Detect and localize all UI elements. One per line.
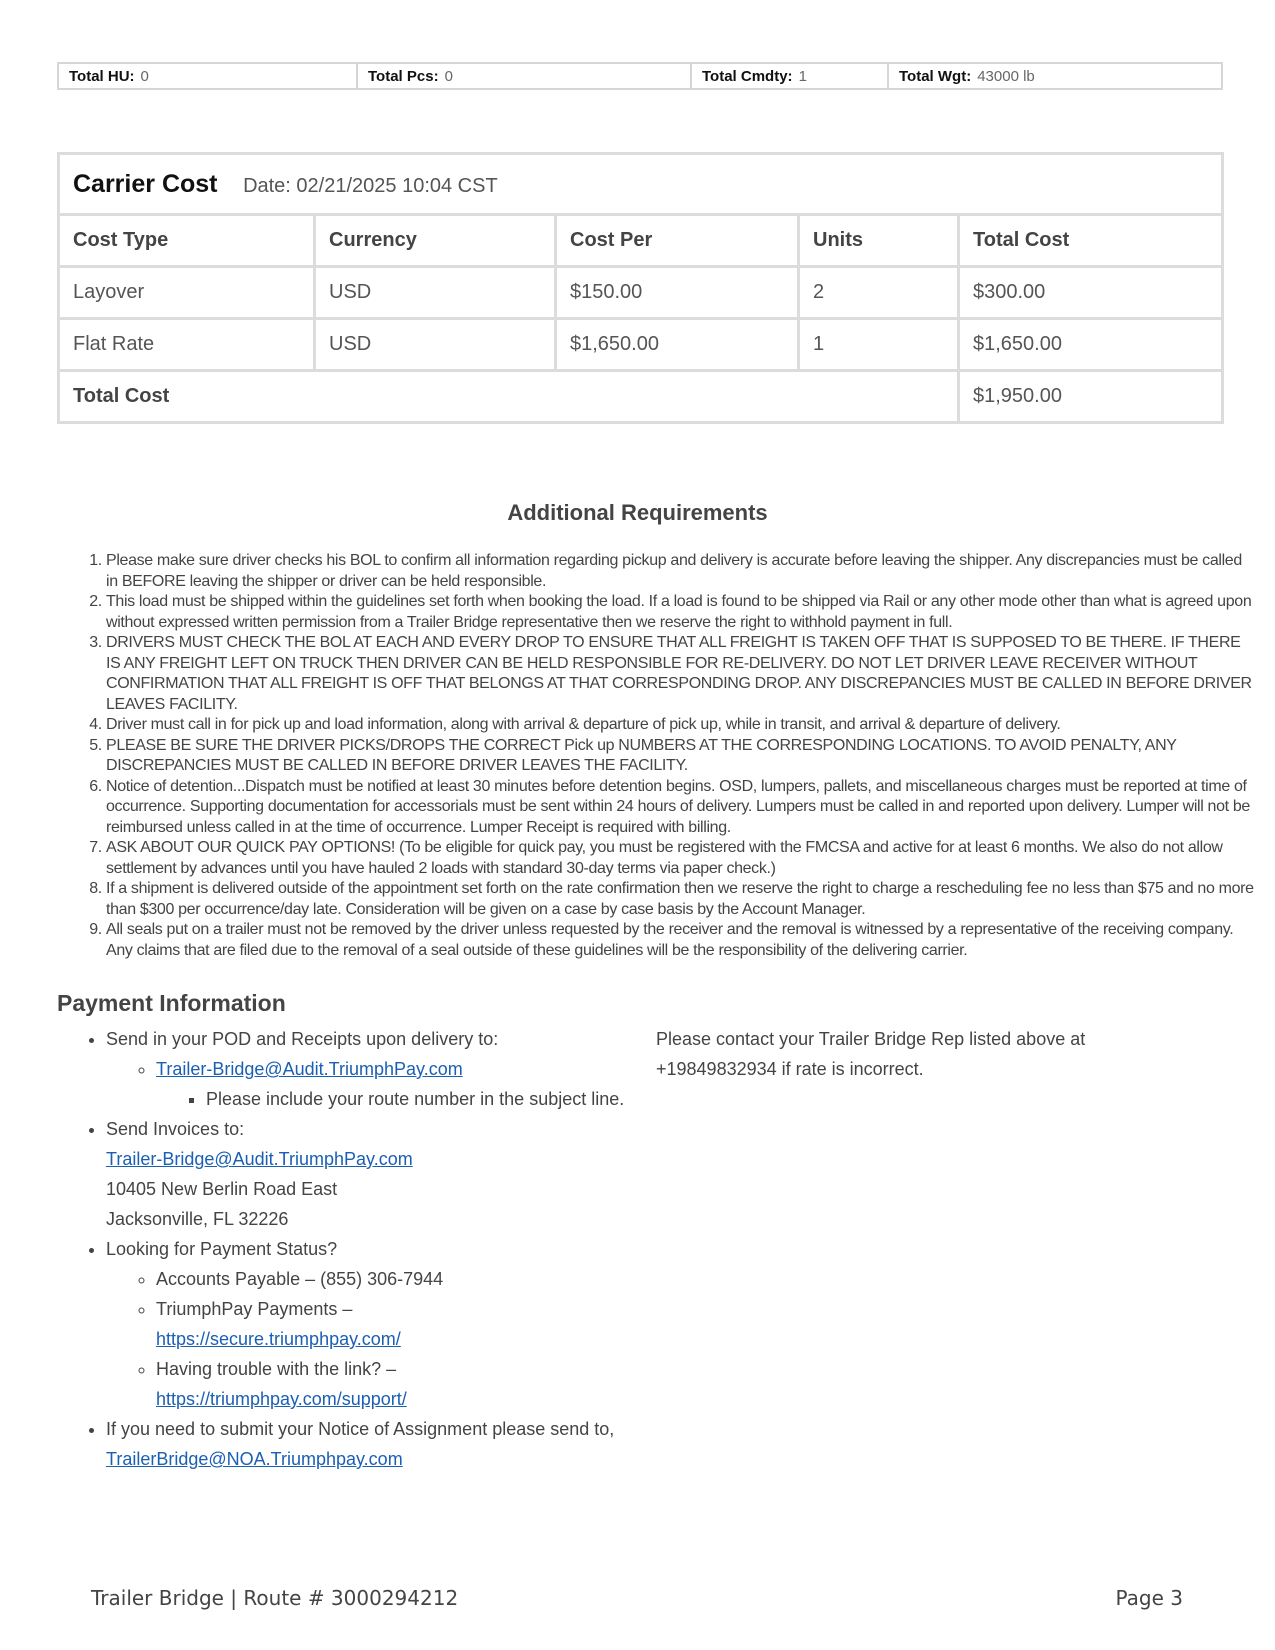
list-item <box>106 1414 627 1474</box>
address-line-2: Jacksonville, FL 32226 <box>106 1209 289 1229</box>
units-cell: 1 <box>799 319 959 371</box>
footer-page-number: Page 3 <box>1115 1586 1183 1610</box>
payment-status-text: Looking for Payment Status? <box>106 1239 338 1259</box>
triumphpay-link[interactable]: https://secure.triumphpay.com/ <box>156 1329 401 1349</box>
column-header-total-cost: Total Cost <box>959 215 1223 267</box>
list-item <box>156 1294 627 1354</box>
list-item: 3. DRIVERS MUST CHECK THE BOL AT EACH AND EVERY DROP TO ENSURE THAT ALL FREIGHT IS TAKEN OFF THAT IS SUPPOSED TO BE THERE. IF THERE IS ANY FREIGHT LEFT ON TRUCK THEN DRIVER CAN BE HELD RESPONSIBLE FOR RE-DELIVERY. DO NOT LET DRIVER LEAVE RECEIVER WITHOUT CONFIRMATION THAT ALL FREIGHT IS OFF THAT BELONGS AT THAT CORRESPONDING DROP. ANY DISCREPANCIES MUST BE CALLED IN BEFORE DRIVER LEAVES FACILITY. <box>106 633 1256 715</box>
rep-contact-note: Please contact your Trailer Bridge Rep listed above at +19849832934 if rate is incorrect. <box>656 1029 1086 1079</box>
currency-cell: USD <box>315 267 556 319</box>
carrier-cost-title-row <box>59 154 1223 215</box>
list-item <box>156 1054 627 1114</box>
table-row <box>59 319 1223 371</box>
total-pcs-cell <box>357 63 691 89</box>
carrier-cost-header-row <box>59 215 1223 267</box>
total-pcs-value: 0 <box>444 67 453 85</box>
accounts-payable-text: Accounts Payable – (855) 306-7944 <box>156 1269 444 1289</box>
payment-instructions <box>57 1024 627 1474</box>
payment-information-heading: Payment Information <box>57 990 286 1016</box>
total-wgt-value: 43000 lb <box>977 67 1035 85</box>
list-item: 6. Notice of detention...Dispatch must be notified at least 30 minutes before detention begins. OSD, lumpers, pallets, and miscellaneous charges must be reported at time of occurrence. Supporting documentation for accessorials must be sent within 24 hours of delivery. Lumpers must be called in and reported upon delivery. Lumper will not be reimbursed unless called in at the time of occurrence. Lumper Receipt is required with billing. <box>106 777 1256 839</box>
total-hu-cell <box>58 63 357 89</box>
pod-note: Please include your route number in the subject line. <box>206 1089 625 1109</box>
triumphpay-text: TriumphPay Payments – <box>156 1299 353 1319</box>
totals-row <box>58 63 1222 89</box>
address-line-1: 10405 New Berlin Road East <box>106 1179 338 1199</box>
total-cmdty-value: 1 <box>798 67 807 85</box>
column-header-cost-type: Cost Type <box>59 215 315 267</box>
carrier-cost-title-cell <box>59 154 1223 215</box>
currency-cell: USD <box>315 319 556 371</box>
support-link[interactable]: https://triumphpay.com/support/ <box>156 1389 407 1409</box>
list-item: 2. This load must be shipped within the guidelines set forth when booking the load. If a load is found to be shipped via Rail or any other mode other than what is agreed upon without expressed written permission from a Trailer Bridge representative then we reserve the right to withhold payment in full. <box>106 592 1256 633</box>
payment-list <box>57 1024 627 1474</box>
requirements-list <box>68 551 1256 961</box>
cost-per-cell: $150.00 <box>556 267 799 319</box>
units-cell: 2 <box>799 267 959 319</box>
list-item: 4. Driver must call in for pick up and load information, along with arrival & departure of pick up, while in transit, and arrival & departure of delivery. <box>106 715 1256 736</box>
pod-email-link[interactable]: Trailer-Bridge@Audit.TriumphPay.com <box>156 1059 463 1079</box>
total-wgt-cell <box>888 63 1222 89</box>
total-cost-cell: $1,650.00 <box>959 319 1223 371</box>
pod-text: Send in your POD and Receipts upon delivery to: <box>106 1029 499 1049</box>
total-pcs-label: Total Pcs: <box>368 67 439 85</box>
additional-requirements-heading: Additional Requirements <box>507 500 768 525</box>
column-header-units: Units <box>799 215 959 267</box>
cost-per-cell: $1,650.00 <box>556 319 799 371</box>
column-header-cost-per: Cost Per <box>556 215 799 267</box>
list-item <box>106 1114 627 1234</box>
total-wgt-label: Total Wgt: <box>899 67 972 85</box>
total-hu-value: 0 <box>140 67 149 85</box>
noa-email-link[interactable]: TrailerBridge@NOA.Triumphpay.com <box>106 1449 403 1469</box>
invoices-email-link[interactable]: Trailer-Bridge@Audit.TriumphPay.com <box>106 1149 413 1169</box>
invoices-text: Send Invoices to: <box>106 1119 245 1139</box>
list-item: 5. PLEASE BE SURE THE DRIVER PICKS/DROPS THE CORRECT Pick up NUMBERS AT THE CORRESPONDING LOCATIONS. TO AVOID PENALTY, ANY DISCREPANCIES MUST BE CALLED IN BEFORE DRIVER LEAVES THE FACILITY. <box>106 736 1256 777</box>
list-item <box>156 1264 627 1294</box>
carrier-cost-title: Carrier Cost <box>73 169 218 198</box>
list-item: 9. All seals put on a trailer must not be removed by the driver unless requested by the receiver and the removal is witnessed by a representative of the receiving company. Any claims that are filed due to the removal of a seal outside of these guidelines will be the responsibility of the delivering carrier. <box>106 920 1256 961</box>
carrier-cost-total-row <box>59 371 1223 423</box>
list-item: 7. ASK ABOUT OUR QUICK PAY OPTIONS! (To be eligible for quick pay, you must be registered with the FMCSA and active for at least 6 months. We also do not allow settlement by advances until you have hauled 2 loads with standard 30-day terms via paper check.) <box>106 838 1256 879</box>
list-item <box>156 1354 627 1414</box>
total-hu-label: Total HU: <box>69 67 135 85</box>
column-header-currency: Currency <box>315 215 556 267</box>
list-item <box>106 1234 627 1414</box>
footer-route: Trailer Bridge | Route # 3000294212 <box>91 1586 459 1610</box>
list-item: 1. Please make sure driver checks his BOL to confirm all information regarding pickup and delivery is accurate before leaving the shipper. Any discrepancies must be called in BEFORE leaving the shipper or driver can be held responsible. <box>106 551 1256 592</box>
trouble-text: Having trouble with the link? – <box>156 1359 397 1379</box>
list-item: 8. If a shipment is delivered outside of the appointment set forth on the rate confirmation then we reserve the right to charge a rescheduling fee no less than $75 and no more than $300 per occurrence/day late. Consideration will be given on a case by case basis by the Account Manager. <box>106 879 1256 920</box>
total-cmdty-cell <box>691 63 888 89</box>
total-cmdty-label: Total Cmdty: <box>702 67 793 85</box>
cost-type-cell: Layover <box>59 267 315 319</box>
totals-table <box>57 62 1223 90</box>
list-item <box>206 1084 627 1114</box>
carrier-cost-total-value: $1,950.00 <box>959 371 1223 423</box>
cost-type-cell: Flat Rate <box>59 319 315 371</box>
carrier-cost-table <box>57 152 1224 424</box>
noa-text: If you need to submit your Notice of Assignment please send to, <box>106 1419 615 1439</box>
total-cost-cell: $300.00 <box>959 267 1223 319</box>
list-item <box>106 1024 627 1114</box>
carrier-cost-total-label: Total Cost <box>59 371 959 423</box>
carrier-cost-date: Date: 02/21/2025 10:04 CST <box>243 174 498 197</box>
table-row <box>59 267 1223 319</box>
